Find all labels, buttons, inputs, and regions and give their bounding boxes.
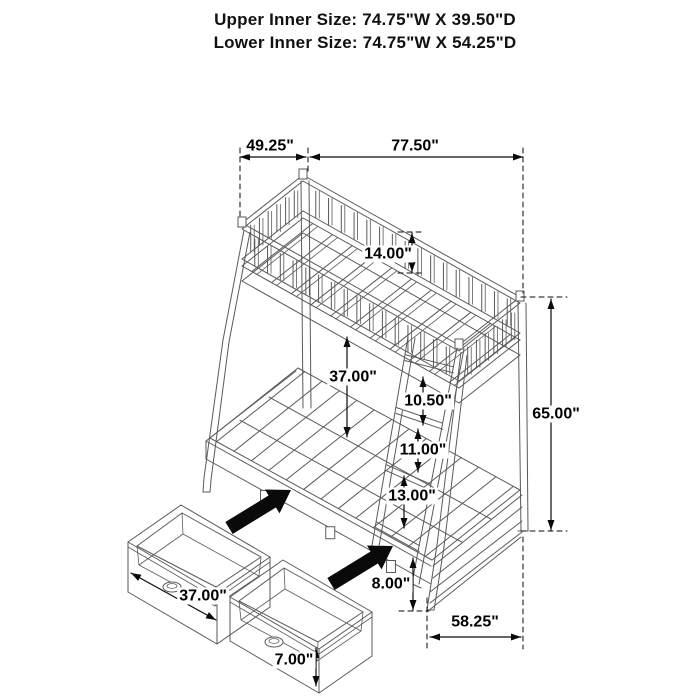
dim-ladder-step-gap-middle-label: 11.00": [399, 441, 447, 459]
dim-drawer-width-label: 37.00": [179, 587, 227, 605]
inner-size-title: [65, 8, 665, 54]
dim-overall-height-label: 65.00": [532, 405, 580, 423]
dimension-lines: [131, 148, 567, 686]
upper-inner-size-text: Upper Inner Size: 74.75"W X 39.50"D: [214, 10, 516, 29]
dim-ladder-step-gap-bottom-label: 13.00": [388, 487, 436, 505]
insert-arrow-icon: [225, 490, 291, 534]
dim-lower-overall-depth-label: 58.25": [451, 613, 499, 631]
lower-inner-size-text: Lower Inner Size: 74.75"W X 54.25"D: [213, 33, 517, 52]
dim-bunk-clearance-label: 37.00": [329, 368, 377, 386]
dim-drawer-height-label: 7.00": [274, 651, 314, 669]
dim-ladder-step-gap-top-label: 10.50": [404, 392, 452, 410]
bed-line-art: [203, 169, 528, 611]
storage-drawers-line-art: [128, 505, 372, 693]
dim-under-bed-clearance-label: 8.00": [371, 575, 411, 593]
dim-guard-rail-height-label: 14.00": [364, 245, 412, 263]
dim-upper-overall-depth-label: 49.25": [246, 137, 294, 155]
dim-upper-overall-length-label: 77.50": [391, 137, 439, 155]
